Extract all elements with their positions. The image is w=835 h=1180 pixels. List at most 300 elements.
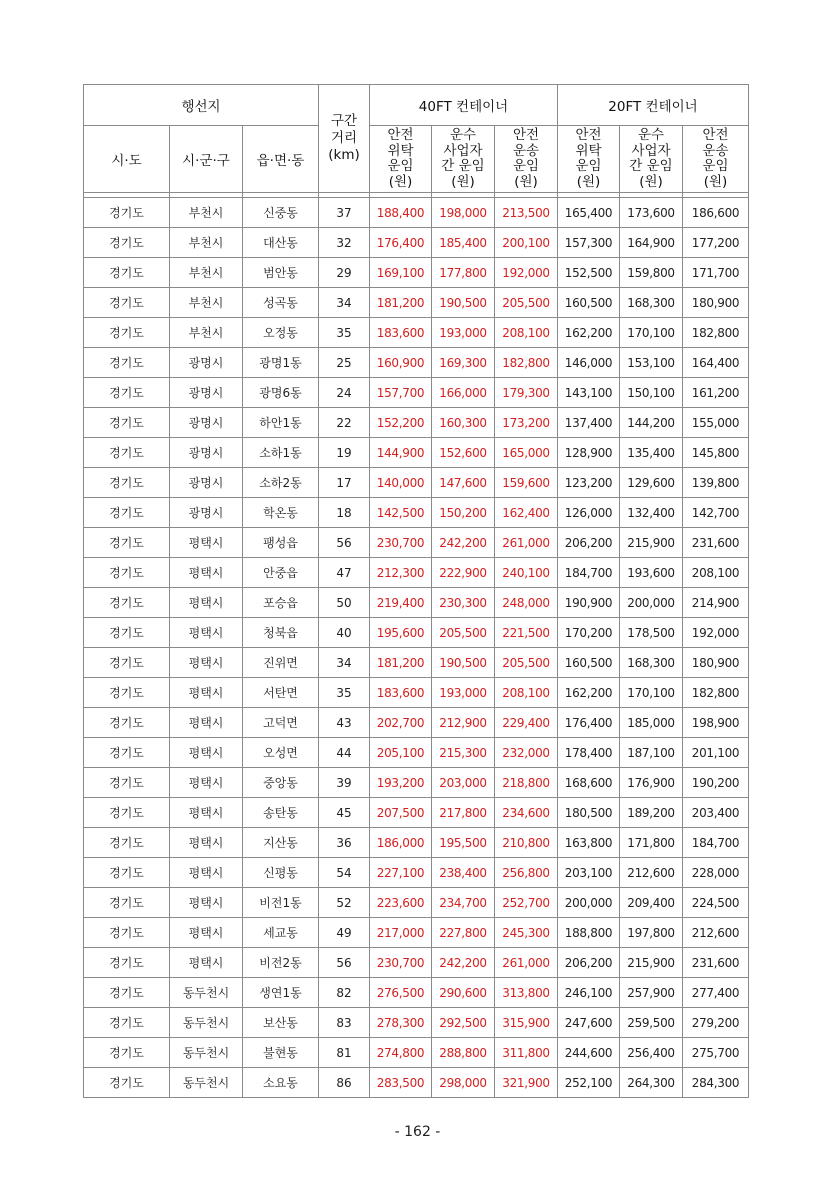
freight-rate-table	[83, 84, 749, 1098]
header-distance-line: 구간	[330, 113, 358, 129]
cell-40ft-safe-consign: 152,200	[370, 408, 432, 438]
cell-20ft-safe-consign: 162,200	[558, 678, 620, 708]
cell-sigungu: 광명시	[170, 438, 243, 468]
cell-20ft-safe-transport: 279,200	[683, 1008, 749, 1038]
cell-40ft-safe-transport: 221,500	[495, 618, 558, 648]
cell-40ft-carrier: 203,000	[432, 768, 495, 798]
cell-sido: 경기도	[84, 318, 170, 348]
cell-sido: 경기도	[84, 348, 170, 378]
header-sido: 시·도	[84, 126, 170, 193]
cell-dong: 지산동	[243, 828, 319, 858]
cell-40ft-safe-consign: 217,000	[370, 918, 432, 948]
cell-40ft-safe-consign: 160,900	[370, 348, 432, 378]
cell-40ft-safe-transport: 234,600	[495, 798, 558, 828]
header-line: (원)	[514, 173, 538, 190]
cell-sido: 경기도	[84, 1008, 170, 1038]
cell-40ft-safe-transport: 159,600	[495, 468, 558, 498]
cell-dong: 팽성읍	[243, 528, 319, 558]
cell-20ft-safe-transport: 184,700	[683, 828, 749, 858]
cell-40ft-safe-consign: 157,700	[370, 378, 432, 408]
cell-distance: 54	[319, 858, 370, 888]
cell-distance: 43	[319, 708, 370, 738]
cell-20ft-safe-consign: 252,100	[558, 1068, 620, 1098]
cell-sido: 경기도	[84, 1038, 170, 1068]
cell-40ft-carrier: 238,400	[432, 858, 495, 888]
cell-distance: 45	[319, 798, 370, 828]
cell-20ft-carrier: 170,100	[620, 678, 683, 708]
cell-20ft-safe-transport: 203,400	[683, 798, 749, 828]
cell-40ft-safe-transport: 315,900	[495, 1008, 558, 1038]
cell-dong: 중앙동	[243, 768, 319, 798]
cell-40ft-carrier: 190,500	[432, 288, 495, 318]
cell-20ft-safe-transport: 198,900	[683, 708, 749, 738]
cell-40ft-safe-consign: 212,300	[370, 558, 432, 588]
cell-40ft-safe-transport: 192,000	[495, 258, 558, 288]
cell-20ft-carrier: 200,000	[620, 588, 683, 618]
cell-40ft-carrier: 290,600	[432, 978, 495, 1008]
cell-40ft-safe-consign: 188,400	[370, 198, 432, 228]
cell-sido: 경기도	[84, 498, 170, 528]
cell-sido: 경기도	[84, 288, 170, 318]
cell-40ft-carrier: 147,600	[432, 468, 495, 498]
table-row	[84, 1038, 749, 1068]
cell-40ft-carrier: 288,800	[432, 1038, 495, 1068]
cell-dong: 하안1동	[243, 408, 319, 438]
cell-40ft-carrier: 160,300	[432, 408, 495, 438]
header-distance	[319, 85, 370, 193]
cell-40ft-carrier: 222,900	[432, 558, 495, 588]
cell-20ft-carrier: 164,900	[620, 228, 683, 258]
cell-20ft-carrier: 176,900	[620, 768, 683, 798]
cell-20ft-safe-consign: 137,400	[558, 408, 620, 438]
table-row	[84, 228, 749, 258]
cell-20ft-safe-transport: 180,900	[683, 648, 749, 678]
cell-40ft-carrier: 169,300	[432, 348, 495, 378]
header-distance-line: (km)	[328, 147, 360, 163]
cell-40ft-safe-consign: 205,100	[370, 738, 432, 768]
table-row	[84, 1068, 749, 1098]
cell-dong: 보산동	[243, 1008, 319, 1038]
cell-distance: 25	[319, 348, 370, 378]
cell-40ft-safe-consign: 181,200	[370, 288, 432, 318]
cell-dong: 광명1동	[243, 348, 319, 378]
cell-20ft-carrier: 215,900	[620, 948, 683, 978]
header-line: 위탁	[575, 142, 602, 159]
table-row	[84, 348, 749, 378]
cell-distance: 82	[319, 978, 370, 1008]
cell-distance: 86	[319, 1068, 370, 1098]
header-line: 안전	[387, 127, 414, 143]
cell-20ft-safe-consign: 126,000	[558, 498, 620, 528]
cell-40ft-safe-consign: 193,200	[370, 768, 432, 798]
cell-20ft-carrier: 257,900	[620, 978, 683, 1008]
cell-dong: 세교동	[243, 918, 319, 948]
cell-distance: 37	[319, 198, 370, 228]
cell-20ft-carrier: 171,800	[620, 828, 683, 858]
cell-20ft-safe-consign: 244,600	[558, 1038, 620, 1068]
cell-20ft-safe-consign: 206,200	[558, 528, 620, 558]
table-row	[84, 468, 749, 498]
cell-distance: 24	[319, 378, 370, 408]
cell-sido: 경기도	[84, 828, 170, 858]
cell-40ft-safe-consign: 183,600	[370, 318, 432, 348]
cell-20ft-carrier: 144,200	[620, 408, 683, 438]
cell-sido: 경기도	[84, 678, 170, 708]
cell-20ft-carrier: 150,100	[620, 378, 683, 408]
table-row	[84, 618, 749, 648]
cell-20ft-safe-transport: 277,400	[683, 978, 749, 1008]
cell-distance: 22	[319, 408, 370, 438]
cell-40ft-safe-transport: 252,700	[495, 888, 558, 918]
cell-sido: 경기도	[84, 1068, 170, 1098]
cell-dong: 오정동	[243, 318, 319, 348]
cell-40ft-safe-transport: 245,300	[495, 918, 558, 948]
header-distance-line: 거리	[330, 130, 358, 146]
cell-distance: 50	[319, 588, 370, 618]
cell-40ft-safe-consign: 274,800	[370, 1038, 432, 1068]
cell-20ft-safe-transport: 182,800	[683, 318, 749, 348]
cell-20ft-safe-consign: 184,700	[558, 558, 620, 588]
cell-sigungu: 평택시	[170, 678, 243, 708]
header-line: 운임	[702, 158, 729, 174]
cell-40ft-safe-transport: 261,000	[495, 948, 558, 978]
cell-40ft-safe-consign: 219,400	[370, 588, 432, 618]
table-row	[84, 498, 749, 528]
cell-40ft-carrier: 152,600	[432, 438, 495, 468]
cell-40ft-safe-transport: 200,100	[495, 228, 558, 258]
cell-20ft-safe-transport: 214,900	[683, 588, 749, 618]
cell-40ft-safe-consign: 230,700	[370, 528, 432, 558]
header-line: 운수	[637, 127, 665, 143]
cell-20ft-safe-consign: 188,800	[558, 918, 620, 948]
cell-20ft-safe-consign: 123,200	[558, 468, 620, 498]
cell-40ft-carrier: 234,700	[432, 888, 495, 918]
cell-20ft-safe-consign: 160,500	[558, 288, 620, 318]
cell-40ft-safe-transport: 210,800	[495, 828, 558, 858]
cell-dong: 생연1동	[243, 978, 319, 1008]
cell-20ft-safe-transport: 212,600	[683, 918, 749, 948]
cell-dong: 비전2동	[243, 948, 319, 978]
cell-20ft-safe-transport: 228,000	[683, 858, 749, 888]
cell-sido: 경기도	[84, 708, 170, 738]
cell-20ft-safe-transport: 164,400	[683, 348, 749, 378]
header-line: (원)	[703, 173, 728, 190]
cell-dong: 범안동	[243, 258, 319, 288]
table-row	[84, 948, 749, 978]
header-eupmyeondong: 읍·면·동	[243, 126, 319, 193]
cell-sido: 경기도	[84, 228, 170, 258]
cell-20ft-safe-consign: 170,200	[558, 618, 620, 648]
cell-20ft-carrier: 185,000	[620, 708, 683, 738]
header-line: 안전	[575, 127, 602, 143]
cell-sigungu: 평택시	[170, 888, 243, 918]
cell-sigungu: 동두천시	[170, 1038, 243, 1068]
cell-20ft-carrier: 135,400	[620, 438, 683, 468]
cell-40ft-safe-transport: 165,000	[495, 438, 558, 468]
cell-40ft-carrier: 242,200	[432, 528, 495, 558]
cell-40ft-carrier: 205,500	[432, 618, 495, 648]
cell-20ft-safe-consign: 143,100	[558, 378, 620, 408]
cell-20ft-safe-consign: 163,800	[558, 828, 620, 858]
table-row	[84, 858, 749, 888]
cell-40ft-safe-consign: 181,200	[370, 648, 432, 678]
cell-40ft-safe-consign: 207,500	[370, 798, 432, 828]
cell-sido: 경기도	[84, 648, 170, 678]
table-header	[84, 85, 749, 198]
cell-40ft-carrier: 177,800	[432, 258, 495, 288]
cell-40ft-safe-transport: 182,800	[495, 348, 558, 378]
cell-sigungu: 평택시	[170, 648, 243, 678]
table-row	[84, 588, 749, 618]
cell-20ft-carrier: 168,300	[620, 648, 683, 678]
cell-sigungu: 평택시	[170, 918, 243, 948]
cell-sigungu: 광명시	[170, 378, 243, 408]
cell-20ft-safe-consign: 162,200	[558, 318, 620, 348]
cell-20ft-carrier: 178,500	[620, 618, 683, 648]
cell-dong: 비전1동	[243, 888, 319, 918]
cell-sido: 경기도	[84, 888, 170, 918]
cell-distance: 40	[319, 618, 370, 648]
cell-20ft-safe-consign: 247,600	[558, 1008, 620, 1038]
cell-sido: 경기도	[84, 768, 170, 798]
cell-dong: 진위면	[243, 648, 319, 678]
cell-20ft-carrier: 132,400	[620, 498, 683, 528]
cell-sigungu: 광명시	[170, 348, 243, 378]
cell-20ft-carrier: 129,600	[620, 468, 683, 498]
cell-20ft-safe-consign: 180,500	[558, 798, 620, 828]
table-row	[84, 408, 749, 438]
cell-40ft-safe-transport: 232,000	[495, 738, 558, 768]
cell-20ft-safe-transport: 231,600	[683, 948, 749, 978]
cell-40ft-safe-transport: 213,500	[495, 198, 558, 228]
cell-40ft-safe-consign: 186,000	[370, 828, 432, 858]
cell-20ft-safe-consign: 246,100	[558, 978, 620, 1008]
cell-dong: 포승읍	[243, 588, 319, 618]
table-body	[84, 198, 749, 1098]
cell-40ft-safe-transport: 162,400	[495, 498, 558, 528]
cell-distance: 32	[319, 228, 370, 258]
cell-40ft-safe-transport: 261,000	[495, 528, 558, 558]
cell-dong: 대산동	[243, 228, 319, 258]
cell-sigungu: 동두천시	[170, 1068, 243, 1098]
cell-sigungu: 동두천시	[170, 978, 243, 1008]
table-row	[84, 888, 749, 918]
header-20ft-carrier	[620, 126, 683, 193]
cell-sigungu: 평택시	[170, 858, 243, 888]
cell-40ft-safe-transport: 248,000	[495, 588, 558, 618]
table-row	[84, 978, 749, 1008]
cell-sigungu: 평택시	[170, 828, 243, 858]
cell-20ft-safe-transport: 190,200	[683, 768, 749, 798]
cell-dong: 성곡동	[243, 288, 319, 318]
cell-sigungu: 광명시	[170, 498, 243, 528]
cell-40ft-safe-transport: 311,800	[495, 1038, 558, 1068]
cell-distance: 36	[319, 828, 370, 858]
table-row	[84, 768, 749, 798]
cell-distance: 56	[319, 948, 370, 978]
cell-20ft-carrier: 159,800	[620, 258, 683, 288]
cell-20ft-carrier: 215,900	[620, 528, 683, 558]
cell-20ft-safe-transport: 180,900	[683, 288, 749, 318]
table-row	[84, 318, 749, 348]
cell-dong: 소하1동	[243, 438, 319, 468]
cell-20ft-safe-transport: 139,800	[683, 468, 749, 498]
cell-40ft-safe-transport: 240,100	[495, 558, 558, 588]
cell-distance: 39	[319, 768, 370, 798]
header-40ft-carrier	[432, 126, 495, 193]
cell-distance: 83	[319, 1008, 370, 1038]
cell-40ft-safe-consign: 169,100	[370, 258, 432, 288]
cell-20ft-safe-consign: 146,000	[558, 348, 620, 378]
cell-sigungu: 동두천시	[170, 1008, 243, 1038]
cell-sigungu: 부천시	[170, 198, 243, 228]
cell-40ft-carrier: 166,000	[432, 378, 495, 408]
cell-20ft-safe-consign: 178,400	[558, 738, 620, 768]
cell-20ft-carrier: 187,100	[620, 738, 683, 768]
table-row	[84, 438, 749, 468]
cell-sido: 경기도	[84, 948, 170, 978]
cell-20ft-safe-consign: 160,500	[558, 648, 620, 678]
cell-sido: 경기도	[84, 468, 170, 498]
header-20ft-safe-consign	[558, 126, 620, 193]
cell-20ft-safe-transport: 284,300	[683, 1068, 749, 1098]
cell-dong: 학온동	[243, 498, 319, 528]
cell-20ft-safe-consign: 200,000	[558, 888, 620, 918]
cell-20ft-safe-transport: 275,700	[683, 1038, 749, 1068]
cell-20ft-safe-consign: 203,100	[558, 858, 620, 888]
cell-20ft-safe-transport: 155,000	[683, 408, 749, 438]
cell-sido: 경기도	[84, 198, 170, 228]
cell-40ft-safe-consign: 140,000	[370, 468, 432, 498]
cell-40ft-safe-consign: 144,900	[370, 438, 432, 468]
cell-40ft-carrier: 195,500	[432, 828, 495, 858]
header-line: 운임	[387, 158, 414, 174]
cell-40ft-safe-consign: 278,300	[370, 1008, 432, 1038]
cell-40ft-carrier: 193,000	[432, 318, 495, 348]
cell-dong: 오성면	[243, 738, 319, 768]
cell-20ft-safe-consign: 165,400	[558, 198, 620, 228]
cell-distance: 47	[319, 558, 370, 588]
header-40ft-group: 40FT 컨테이너	[370, 85, 558, 126]
cell-20ft-carrier: 212,600	[620, 858, 683, 888]
cell-40ft-safe-consign: 183,600	[370, 678, 432, 708]
cell-dong: 고덕면	[243, 708, 319, 738]
cell-40ft-carrier: 185,400	[432, 228, 495, 258]
cell-sigungu: 평택시	[170, 558, 243, 588]
cell-sigungu: 평택시	[170, 618, 243, 648]
cell-distance: 34	[319, 648, 370, 678]
table-row	[84, 528, 749, 558]
header-line: 운임	[575, 158, 602, 174]
cell-sigungu: 평택시	[170, 738, 243, 768]
header-line: 운임	[512, 158, 540, 174]
cell-40ft-safe-consign: 176,400	[370, 228, 432, 258]
cell-40ft-safe-transport: 313,800	[495, 978, 558, 1008]
cell-20ft-safe-consign: 128,900	[558, 438, 620, 468]
cell-distance: 29	[319, 258, 370, 288]
cell-dong: 신평동	[243, 858, 319, 888]
header-20ft-group: 20FT 컨테이너	[558, 85, 749, 126]
cell-dong: 안중읍	[243, 558, 319, 588]
cell-dong: 신중동	[243, 198, 319, 228]
cell-sigungu: 부천시	[170, 228, 243, 258]
cell-20ft-carrier: 197,800	[620, 918, 683, 948]
cell-40ft-safe-transport: 179,300	[495, 378, 558, 408]
cell-distance: 49	[319, 918, 370, 948]
cell-20ft-carrier: 259,500	[620, 1008, 683, 1038]
cell-distance: 81	[319, 1038, 370, 1068]
cell-40ft-carrier: 292,500	[432, 1008, 495, 1038]
cell-sido: 경기도	[84, 588, 170, 618]
header-line: 사업자	[631, 142, 671, 159]
header-line: 안전	[702, 127, 729, 143]
cell-20ft-carrier: 264,300	[620, 1068, 683, 1098]
cell-sigungu: 평택시	[170, 528, 243, 558]
cell-20ft-safe-consign: 190,900	[558, 588, 620, 618]
cell-20ft-safe-transport: 224,500	[683, 888, 749, 918]
header-20ft-safe-transport	[683, 126, 749, 193]
cell-sigungu: 평택시	[170, 588, 243, 618]
cell-20ft-safe-consign: 168,600	[558, 768, 620, 798]
cell-sigungu: 부천시	[170, 288, 243, 318]
header-line: (원)	[388, 173, 413, 190]
cell-sido: 경기도	[84, 738, 170, 768]
cell-dong: 송탄동	[243, 798, 319, 828]
cell-sido: 경기도	[84, 798, 170, 828]
cell-20ft-safe-transport: 208,100	[683, 558, 749, 588]
cell-20ft-safe-transport: 177,200	[683, 228, 749, 258]
cell-distance: 35	[319, 678, 370, 708]
cell-20ft-safe-consign: 157,300	[558, 228, 620, 258]
table-row	[84, 1008, 749, 1038]
table-row	[84, 798, 749, 828]
cell-40ft-safe-transport: 208,100	[495, 678, 558, 708]
cell-dong: 광명6동	[243, 378, 319, 408]
cell-dong: 소요동	[243, 1068, 319, 1098]
cell-40ft-carrier: 150,200	[432, 498, 495, 528]
cell-20ft-carrier: 170,100	[620, 318, 683, 348]
header-40ft-safe-transport	[495, 126, 558, 193]
cell-40ft-carrier: 217,800	[432, 798, 495, 828]
header-line: 운송	[702, 142, 729, 159]
cell-sido: 경기도	[84, 378, 170, 408]
cell-sigungu: 평택시	[170, 948, 243, 978]
table-row	[84, 708, 749, 738]
cell-40ft-carrier: 212,900	[432, 708, 495, 738]
header-line: 사업자	[443, 142, 483, 159]
header-line: 위탁	[387, 142, 414, 159]
cell-40ft-carrier: 198,000	[432, 198, 495, 228]
cell-40ft-carrier: 298,000	[432, 1068, 495, 1098]
cell-sido: 경기도	[84, 558, 170, 588]
table-row	[84, 198, 749, 228]
cell-sido: 경기도	[84, 258, 170, 288]
cell-40ft-carrier: 242,200	[432, 948, 495, 978]
cell-40ft-carrier: 193,000	[432, 678, 495, 708]
cell-distance: 17	[319, 468, 370, 498]
cell-distance: 34	[319, 288, 370, 318]
cell-sido: 경기도	[84, 408, 170, 438]
cell-dong: 소하2동	[243, 468, 319, 498]
cell-20ft-safe-transport: 161,200	[683, 378, 749, 408]
cell-20ft-carrier: 189,200	[620, 798, 683, 828]
cell-20ft-safe-transport: 182,800	[683, 678, 749, 708]
header-line: (원)	[639, 173, 663, 190]
cell-40ft-safe-transport: 208,100	[495, 318, 558, 348]
cell-sido: 경기도	[84, 528, 170, 558]
header-line: 간 운임	[629, 158, 673, 174]
header-line: 간 운임	[441, 158, 485, 174]
